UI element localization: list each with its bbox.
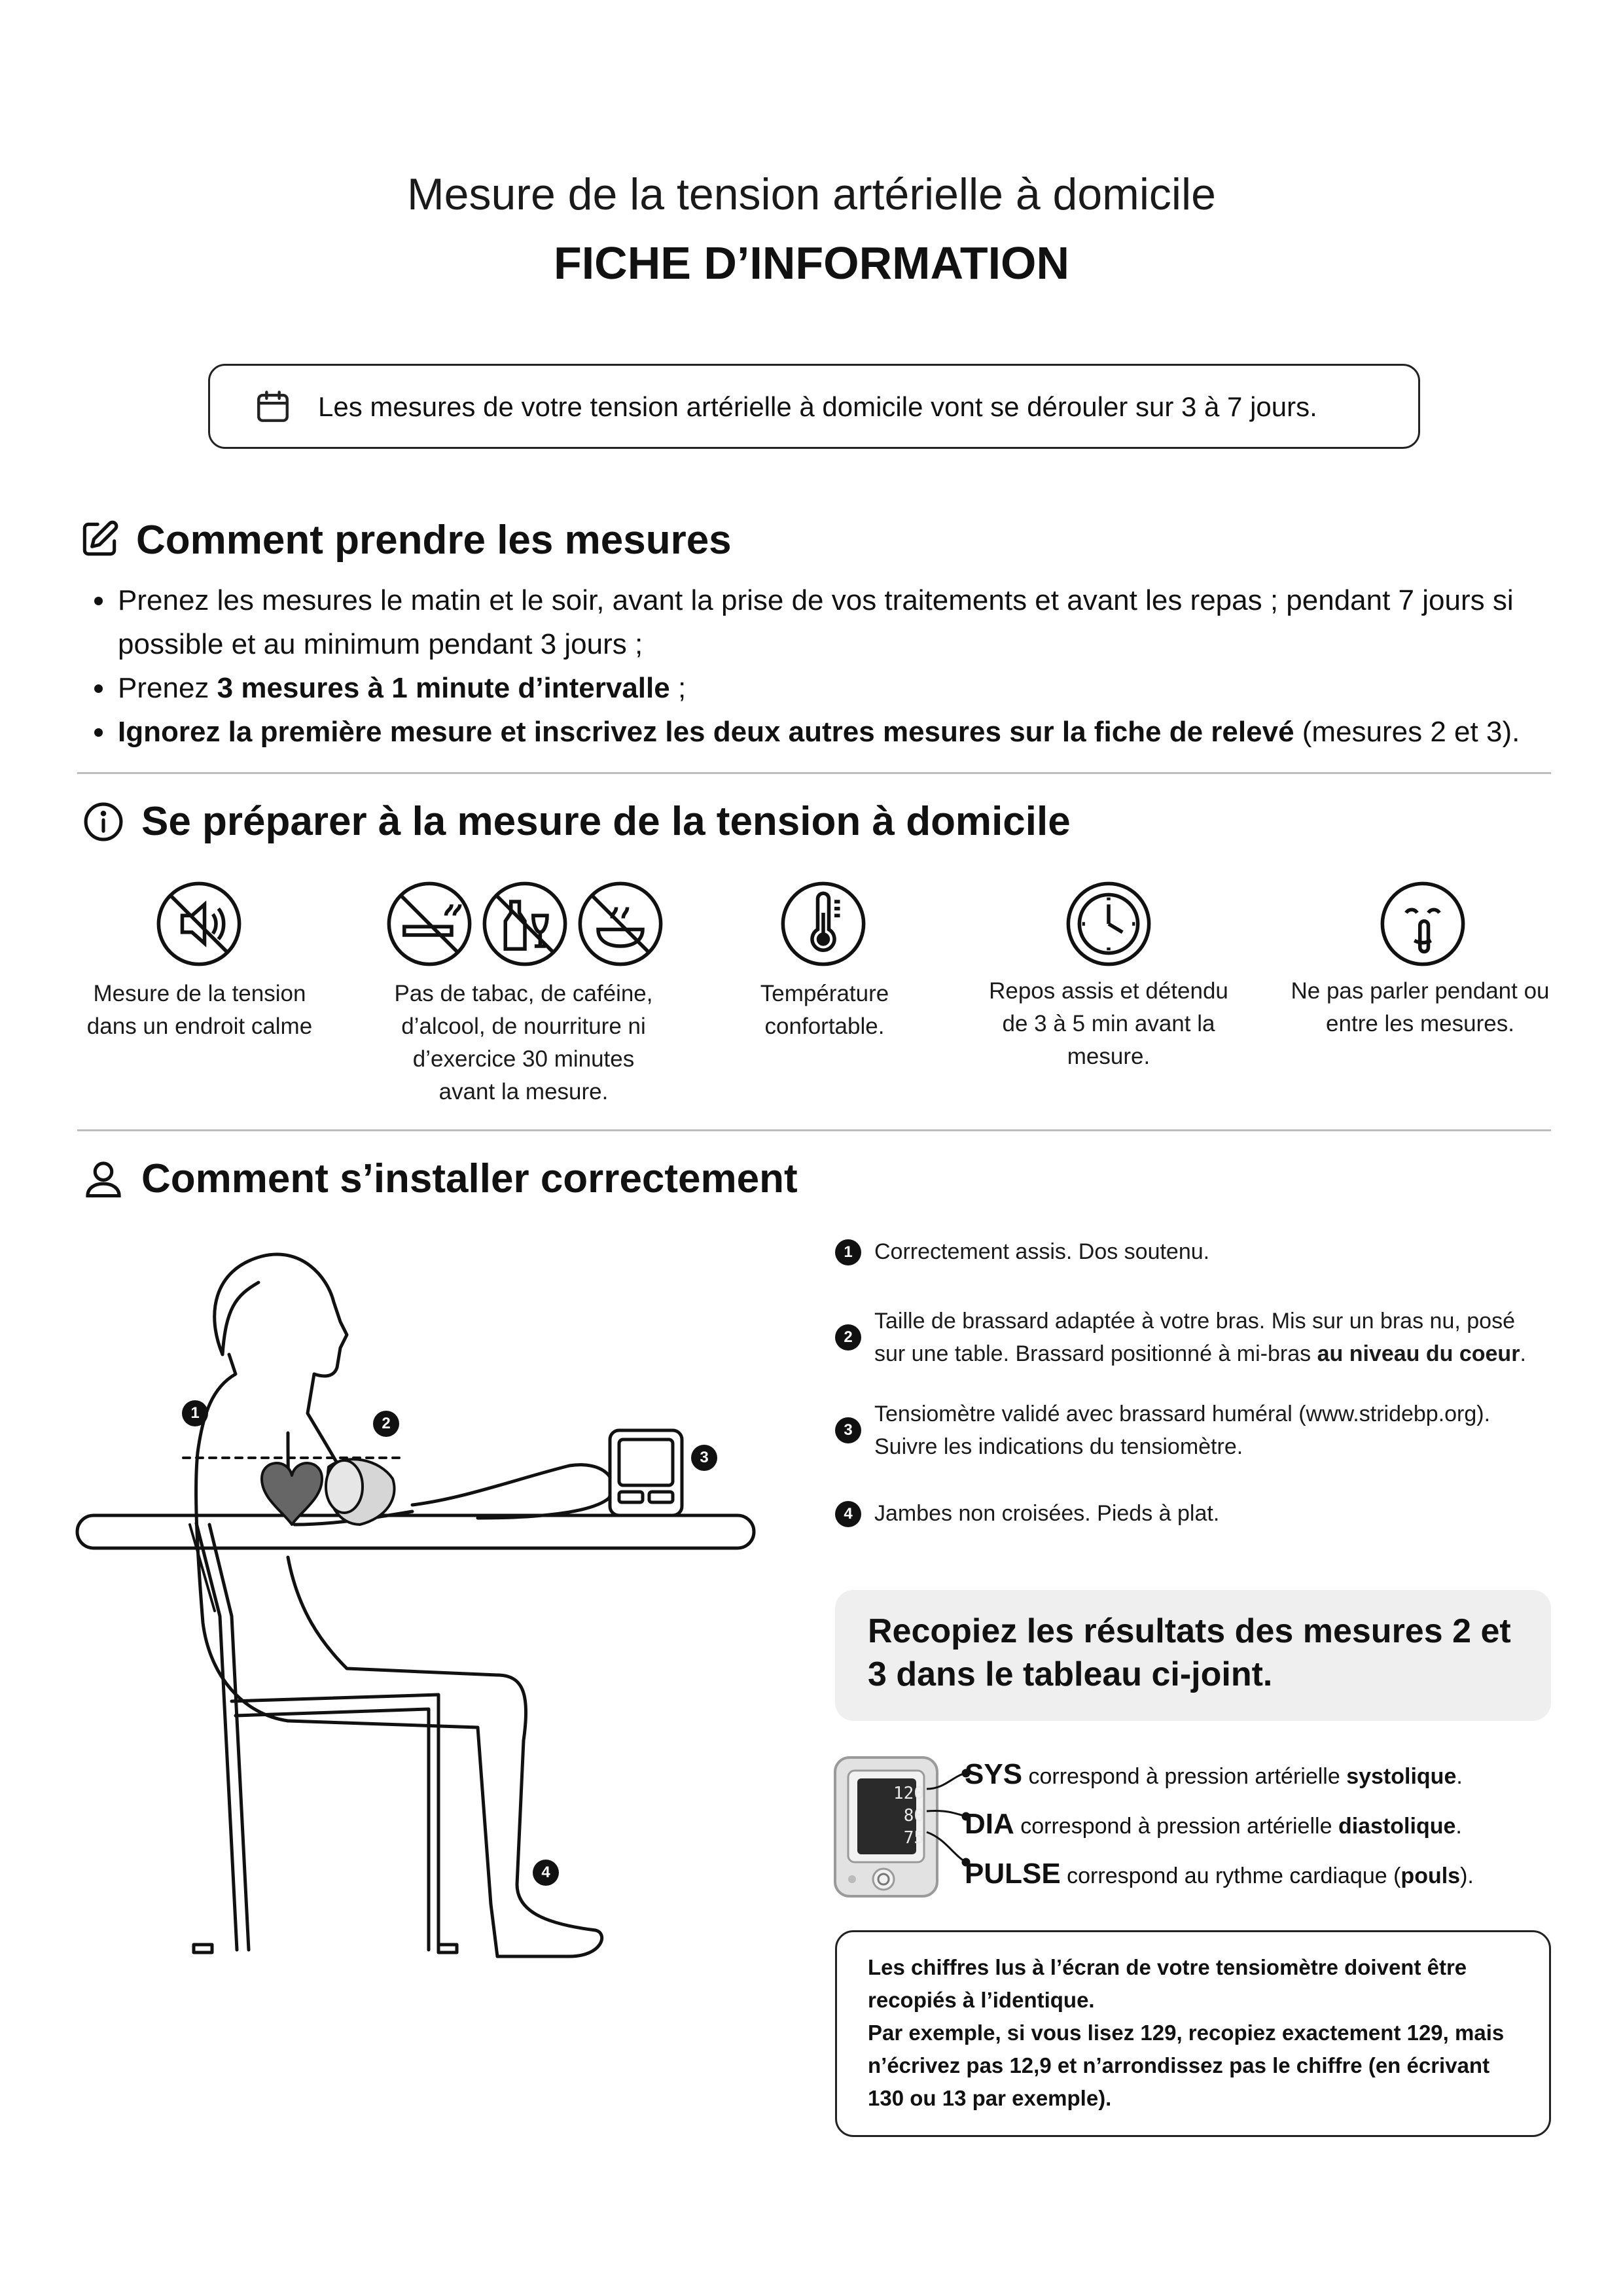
legend-label: DIA [965, 1808, 1014, 1840]
instruction-number: 2 [835, 1324, 861, 1351]
info-icon [81, 800, 126, 844]
no-sound-icon [154, 879, 243, 968]
section-title-measures: Comment prendre les mesures [136, 518, 732, 563]
instruction-text: Jambes non croisées. Pieds à plat. [874, 1501, 1220, 1526]
marker-3: 3 [691, 1445, 717, 1471]
instruction-text [874, 1398, 1555, 1463]
bullet-text: ; [669, 672, 687, 704]
instruction-number: 3 [835, 1417, 861, 1443]
instruction-number: 1 [835, 1239, 861, 1265]
list-item [92, 666, 1558, 710]
clock-icon [1064, 879, 1153, 968]
marker-4: 4 [533, 1860, 559, 1886]
legend-pulse [965, 1857, 1474, 1893]
page-title: Mesure de la tension artérielle à domicile [407, 169, 1216, 219]
legend-dia [965, 1807, 1462, 1843]
instruction-text-line: Suivre les indications du tensiomètre. [874, 1434, 1243, 1459]
bullet-text: (mesures 2 et 3). [1294, 716, 1520, 748]
condition-caption-rest: Repos assis et détendu de 3 à 5 min avant la mesure. [989, 978, 1228, 1069]
marker-1: 1 [182, 1400, 208, 1426]
section-title-prepare: Se préparer à la mesure de la tension à domicile [141, 799, 1071, 844]
user-icon [81, 1157, 126, 1201]
condition-caption-calm: Mesure de la tension dans un endroit calme [86, 981, 313, 1039]
legend-text: correspond à pression artérielle [1014, 1814, 1338, 1839]
instruction-text [874, 1305, 1555, 1370]
list-item [92, 578, 1558, 666]
legend-text: correspond à pression artérielle [1022, 1764, 1347, 1789]
legend-end: ). [1460, 1863, 1474, 1888]
note-text [868, 1951, 1522, 2115]
condition-caption-no-talking: Ne pas parler pendant ou entre les mesures. [1291, 978, 1550, 1036]
instruction-bold: au niveau du coeur [1317, 1341, 1520, 1366]
bullet-bold: Ignorez la première mesure et inscrivez les deux autres mesures sur la fiche de relevé [118, 716, 1294, 748]
legend-bold: systolique [1346, 1764, 1457, 1789]
bullet-bold: 3 mesures à 1 minute d’intervalle [217, 672, 670, 704]
legend-label: PULSE [965, 1858, 1061, 1890]
monitor-reading-sys: 120 [893, 1784, 924, 1803]
measure-instructions-list [92, 578, 1558, 754]
no-food-icon [576, 879, 665, 968]
list-item [92, 710, 1558, 754]
monitor-reading-dia: 80 [903, 1806, 924, 1826]
page-subtitle: FICHE D’INFORMATION [553, 238, 1070, 289]
edit-icon [77, 517, 122, 561]
divider [77, 1129, 1551, 1131]
condition-caption-no-substances: Pas de tabac, de caféine, d’alcool, de nourriture ni d’exercice 30 minutes avant la mesure. [394, 981, 653, 1104]
no-smoking-icon [385, 879, 474, 968]
condition-caption-temperature: Température confortable. [760, 981, 889, 1039]
note-line: Les chiffres lus à l’écran de votre tensiomètre doivent être recopiés à l’identique. [868, 1955, 1467, 2012]
legend-sys [965, 1757, 1463, 1793]
monitor-pointer-lines [919, 1767, 971, 1884]
legend-bold: diastolique [1338, 1814, 1456, 1839]
section-title-posture: Comment s’installer correctement [141, 1156, 798, 1201]
thermometer-icon [779, 879, 868, 968]
legend-end: . [1456, 1764, 1463, 1789]
note-line: Par exemple, si vous lisez 129, recopiez exactement 129, mais n’écrivez pas 12,9 et n’arrondissez pas le chiffre (en écrivant 130 ou 13 par exemple). [868, 2021, 1505, 2110]
monitor-display [883, 1782, 924, 1849]
calendar-icon [254, 387, 292, 425]
instruction-text-line: sur une table. Brassard positionné à mi-bras [874, 1341, 1317, 1366]
divider [77, 772, 1551, 774]
legend-label: SYS [965, 1758, 1023, 1790]
instruction-number: 4 [835, 1501, 861, 1527]
legend-text: correspond au rythme cardiaque ( [1060, 1863, 1401, 1888]
monitor-reading-pulse: 75 [903, 1828, 924, 1848]
posture-illustration [72, 1217, 766, 1963]
marker-2: 2 [373, 1411, 399, 1437]
banner-text: Les mesures de votre tension artérielle à domicile vont se dérouler sur 3 à 7 jours. [318, 391, 1317, 422]
instruction-text-line: Tensiomètre validé avec brassard huméral (www.stridebp.org). [874, 1402, 1491, 1426]
bullet-text: Prenez [118, 672, 217, 704]
silence-face-icon [1378, 879, 1467, 968]
bullet-text: Prenez les mesures le matin et le soir, avant la prise de vos traitements et avant les repas ; pendant 7 jours si possible et au minimum pendant 3 jours ; [118, 584, 1514, 660]
instruction-text-end: . [1520, 1341, 1526, 1366]
legend-end: . [1455, 1814, 1462, 1839]
recap-text: Recopiez les résultats des mesures 2 et 3 dans le tableau ci-joint. [868, 1612, 1511, 1693]
legend-bold: pouls [1400, 1863, 1461, 1888]
instruction-text-line: Taille de brassard adaptée à votre bras. Mis sur un bras nu, posé [874, 1309, 1515, 1333]
instruction-text: Correctement assis. Dos soutenu. [874, 1239, 1210, 1264]
no-alcohol-icon [480, 879, 569, 968]
